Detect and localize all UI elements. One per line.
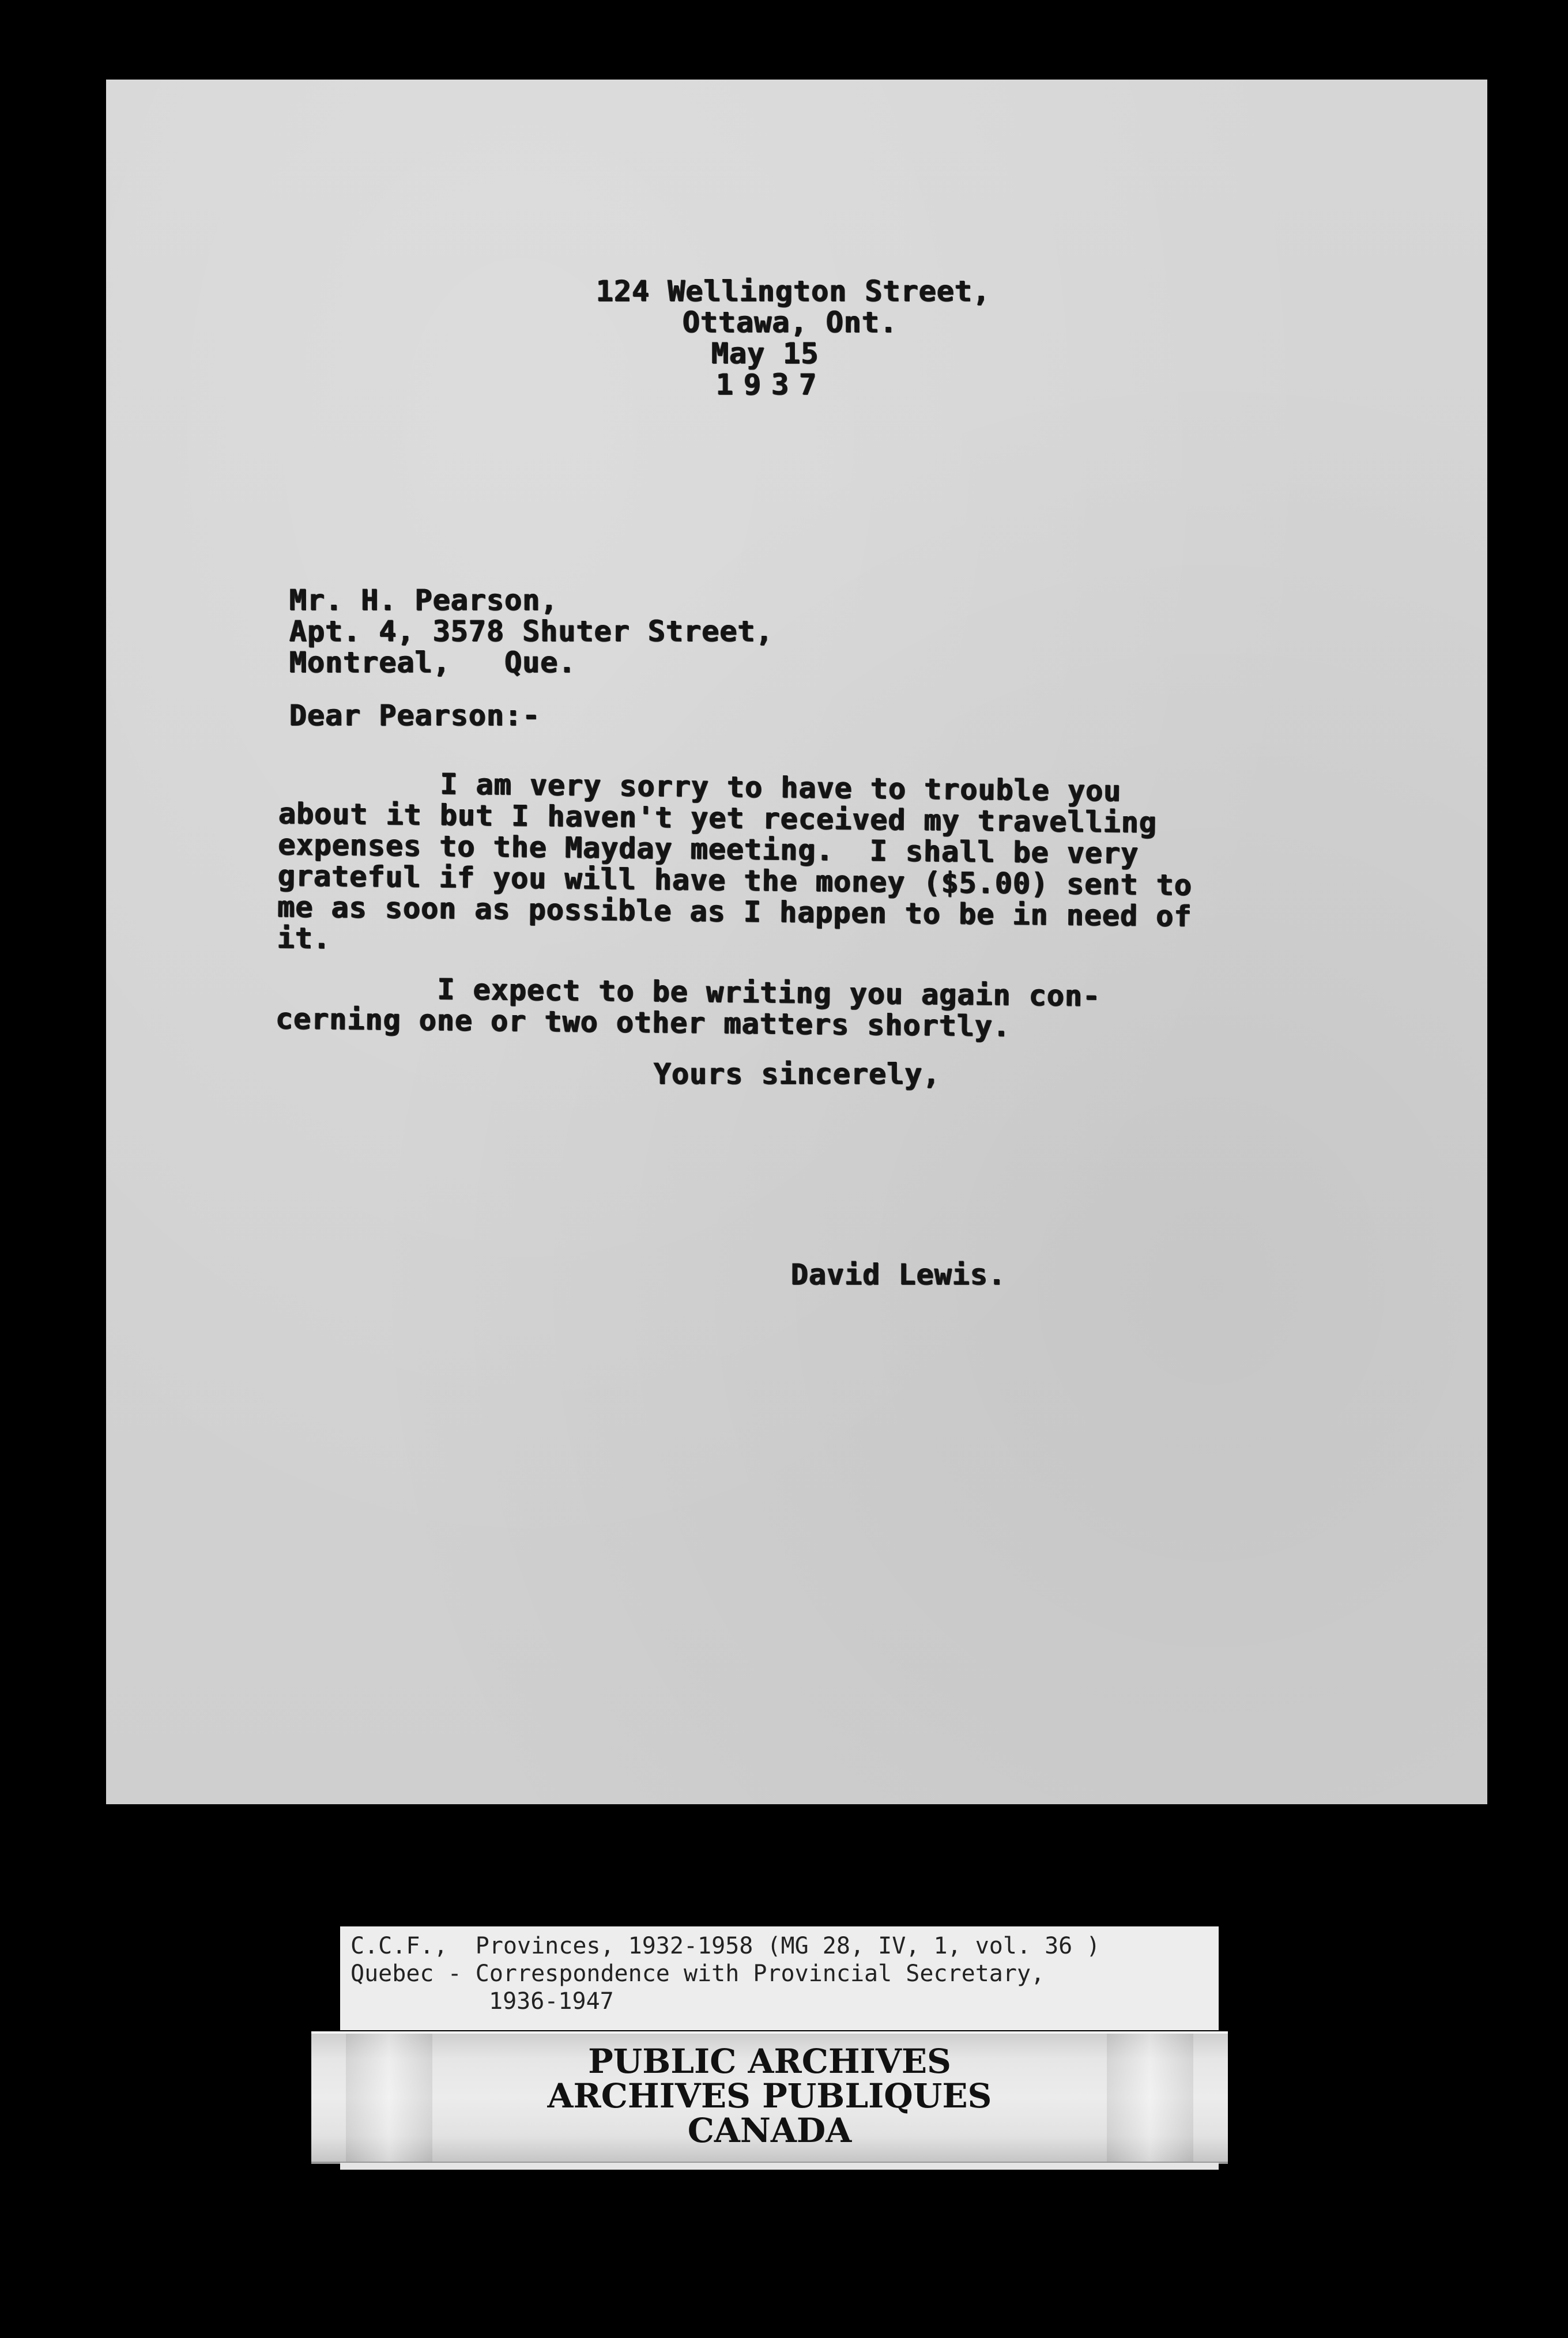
letter-year: 1937 <box>716 368 827 401</box>
archive-label-line-3: 1936-1947 <box>489 1988 614 2015</box>
sender-city: Ottawa, Ont. <box>683 306 898 339</box>
sender-street: 124 Wellington Street, <box>596 274 991 308</box>
signature: David Lewis. <box>791 1258 1007 1291</box>
closing: Yours sincerely, <box>654 1057 941 1091</box>
recipient-address: Mr. H. Pearson, Apt. 4, 3578 Shuter Street, Montreal, Que. <box>289 583 774 679</box>
archive-label-line-2: Quebec - Correspondence with Provincial Secretary, <box>350 1960 1045 1987</box>
letter-sheet <box>106 80 1487 1804</box>
letter-date: May 15 <box>711 337 819 370</box>
archive-stamp-line-2: ARCHIVES PUBLIQUES <box>547 2076 992 2115</box>
body-paragraph-1: I am very sorry to have to trouble you about it but I haven't yet received my travelling expenses to the Mayday meeting. I shall be very grateful if you will have the money ($5.00) sent to me as soon as possible as I happen to be in need of it. <box>277 765 1193 955</box>
archive-stamp-line-3: CANADA <box>687 2111 852 2150</box>
body-paragraph-2: I expect to be writing you again con- cerning one or two other matters shortly. <box>275 971 1101 1043</box>
archive-stamp <box>311 2031 1228 2164</box>
archive-label <box>340 1926 1219 2030</box>
archive-label-line-1: C.C.F., Provinces, 1932-1958 (MG 28, IV, 1, vol. 36 ) <box>350 1933 1100 1959</box>
archive-stamp-line-1: PUBLIC ARCHIVES <box>588 2042 951 2081</box>
salutation: Dear Pearson:- <box>289 699 541 732</box>
stamp-underline <box>340 2163 1219 2170</box>
